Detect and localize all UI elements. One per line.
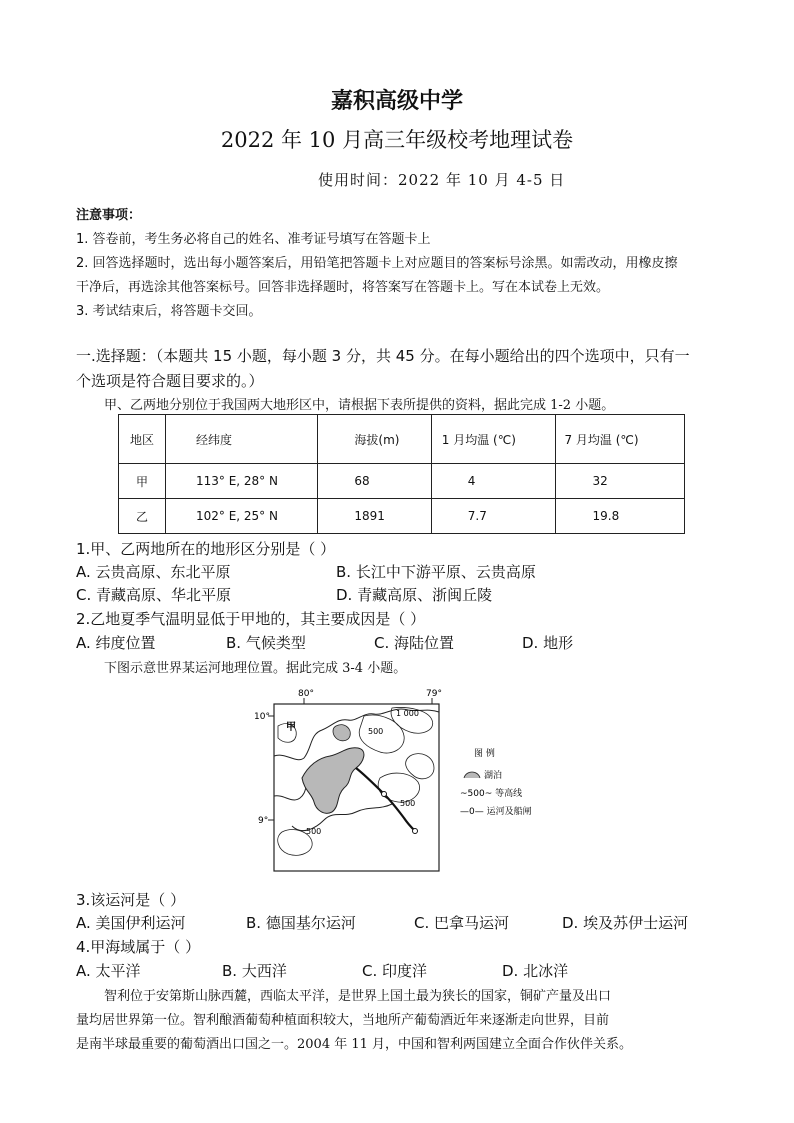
- table-cell: 19.8: [556, 499, 685, 534]
- q3-option-a: A. 美国伊利运河: [76, 914, 186, 932]
- exam-title: 2022 年 10 月高三年级校考地理试卷: [220, 128, 574, 152]
- contour-label-1000: 1 000: [396, 709, 419, 718]
- q3-option-d: D. 埃及苏伊士运河: [562, 914, 689, 932]
- q2-option-c: C. 海陆位置: [374, 634, 455, 652]
- lake-region: [302, 748, 364, 814]
- q4-stem: 4.甲海域属于（ ）: [76, 938, 201, 956]
- table-cell: 102° E, 25° N: [165, 499, 317, 534]
- legend-lake: 湖泊: [484, 771, 503, 781]
- intro-q3-4: 下图示意世界某运河地理位置。据此完成 3-4 小题。: [104, 661, 407, 676]
- q2-option-a: A. 纬度位置: [76, 634, 156, 652]
- q1-stem: 1.甲、乙两地所在的地形区分别是（ ）: [76, 540, 336, 558]
- q4-option-d: D. 北冰洋: [502, 962, 569, 980]
- table-cell: 113° E, 28° N: [165, 464, 317, 499]
- q3-option-b: B. 德国基尔运河: [246, 914, 356, 932]
- q2-stem: 2.乙地夏季气温明显低于甲地的，其主要成因是（ ）: [76, 610, 426, 628]
- contour-hill: [406, 754, 434, 779]
- contour-label-500: 500: [400, 799, 416, 808]
- lat-label-9: 9°: [258, 816, 269, 826]
- q4-option-b: B. 大西洋: [222, 962, 287, 980]
- q1-option-c: C. 青藏高原、华北平原: [76, 586, 232, 604]
- table-header: 地区: [119, 415, 166, 464]
- contour-500-east: [378, 773, 419, 802]
- sea-label: 甲: [286, 722, 296, 733]
- notice-item-2: 2. 回答选择题时，选出每小题答案后，用铅笔把答题卡上对应题目的答案标号涂黑。如需改动，用橡皮擦: [76, 256, 678, 271]
- q1-option-b: B. 长江中下游平原、云贵高原: [336, 563, 536, 581]
- passage-line-2: 量均居世界第一位。智利酿酒葡萄种植面积较大，当地所产葡萄酒近年来逐渐走向世界，目前: [76, 1013, 610, 1028]
- contour-label-500: 500: [306, 827, 322, 836]
- table-header: 1 月均温 (℃): [431, 415, 556, 464]
- notice-item-2-cont: 干净后，再选涂其他答案标号。回答非选择题时，将答案写在答题卡上。写在本试卷上无效。: [76, 280, 610, 295]
- table-cell: 甲: [119, 464, 166, 499]
- table-header: 7 月均温 (℃): [556, 415, 685, 464]
- climate-table: [118, 414, 685, 534]
- notice-item-3: 3. 考试结束后，将答题卡交回。: [76, 304, 262, 319]
- q3-option-c: C. 巴拿马运河: [414, 914, 510, 932]
- table-header: 海拔(m): [318, 415, 431, 464]
- intro-q1-2: 甲、乙两地分别位于我国两大地形区中，请根据下表所提供的资料，据此完成 1-2 小题。: [104, 398, 615, 413]
- passage-line-3: 是南半球最重要的葡萄酒出口国之一。2004 年 11 月，中国和智利两国建立全面合作伙伴关系。: [76, 1037, 633, 1052]
- table-header-row: [119, 415, 685, 464]
- table-cell: 1891: [318, 499, 431, 534]
- q4-option-c: C. 印度洋: [362, 962, 428, 980]
- lon-label-80: 80°: [298, 689, 314, 699]
- table-cell: 4: [431, 464, 556, 499]
- notice-heading: 注意事项：: [76, 208, 142, 223]
- q4-option-a: A. 太平洋: [76, 962, 141, 980]
- map-frame: [274, 704, 439, 871]
- contour-label-500: 500: [368, 727, 384, 736]
- table-row: [119, 499, 685, 534]
- table-row: [119, 464, 685, 499]
- table-cell: 68: [318, 464, 431, 499]
- q2-option-b: B. 气候类型: [226, 634, 306, 652]
- canal-lock: [382, 792, 387, 797]
- legend-lake-icon: [464, 772, 480, 778]
- section-heading-line1: 一.选择题：（本题共 15 小题，每小题 3 分，共 45 分。在每小题给出的四个选项中，只有一: [76, 347, 690, 365]
- table-cell: 乙: [119, 499, 166, 534]
- section-heading-line2: 个选项是符合题目要求的。）: [76, 372, 264, 390]
- canal-lock: [413, 829, 418, 834]
- school-name: 嘉积高级中学: [330, 88, 463, 114]
- lake-small: [333, 725, 350, 741]
- lat-label-10: 10°: [254, 712, 270, 722]
- legend-contour: ~500~ 等高线: [460, 789, 523, 799]
- q2-option-d: D. 地形: [522, 634, 574, 652]
- canal-map: [252, 686, 562, 876]
- passage-line-1: 智利位于安第斯山脉西麓，西临太平洋，是世界上国土最为狭长的国家，铜矿产量及出口: [104, 989, 612, 1004]
- notice-item-1: 1. 答卷前，考生务必将自己的姓名、准考证号填写在答题卡上: [76, 232, 431, 247]
- lon-label-79: 79°: [426, 689, 442, 699]
- table-header: 经纬度: [165, 415, 317, 464]
- legend-canal: —0— 运河及船闸: [460, 807, 532, 817]
- q1-option-d: D. 青藏高原、浙闽丘陵: [336, 586, 493, 604]
- legend-title: 图 例: [474, 749, 495, 759]
- use-time: 使用时间：2022 年 10 月 4-5 日: [318, 171, 566, 189]
- table-cell: 7.7: [431, 499, 556, 534]
- table-cell: 32: [556, 464, 685, 499]
- q1-option-a: A. 云贵高原、东北平原: [76, 563, 231, 581]
- q3-stem: 3.该运河是（ ）: [76, 891, 186, 909]
